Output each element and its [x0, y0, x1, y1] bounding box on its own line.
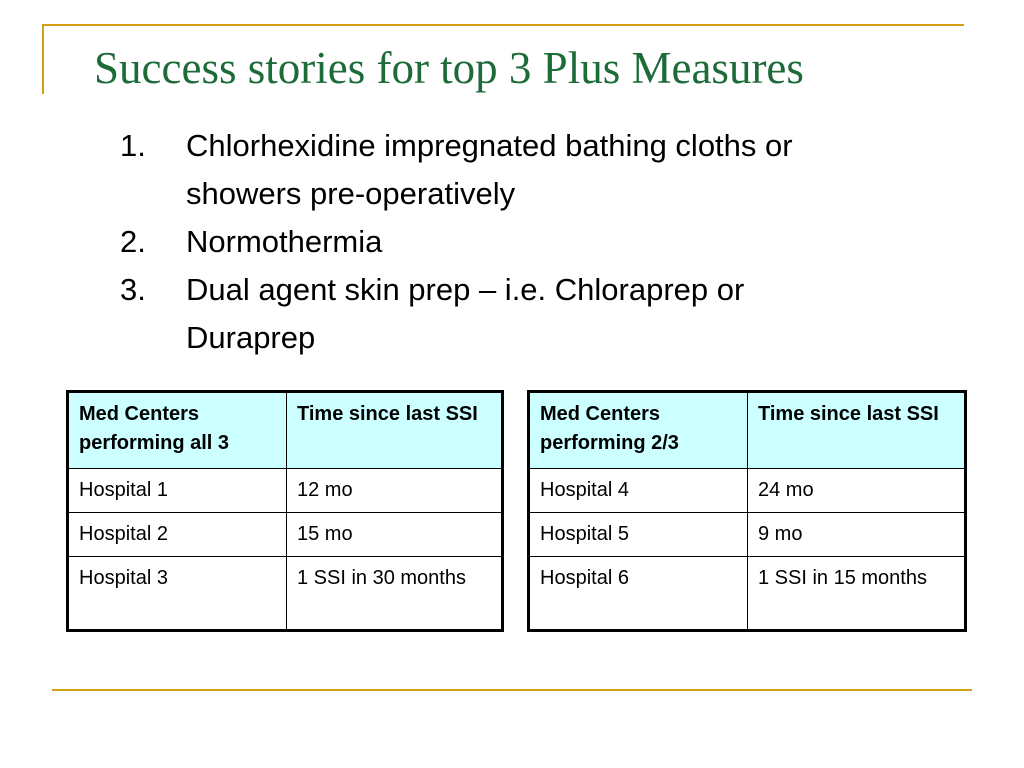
table-row — [529, 513, 966, 557]
measure-item — [120, 266, 880, 362]
table-header-cell: Med Centers performing all 3 — [68, 392, 287, 469]
table-row — [529, 469, 966, 513]
top-vertical-rule — [42, 26, 44, 94]
measure-number: 3. — [120, 272, 146, 307]
table-header-cell: Time since last SSI — [287, 392, 503, 469]
table-row — [68, 513, 503, 557]
table-cell: Hospital 5 — [529, 513, 748, 557]
table-cell: Hospital 3 — [68, 557, 287, 631]
table-cell: Hospital 2 — [68, 513, 287, 557]
table-cell: 1 SSI in 30 months — [287, 557, 503, 631]
table-header-row — [529, 392, 966, 469]
table-cell: 24 mo — [748, 469, 966, 513]
table-cell: Hospital 6 — [529, 557, 748, 631]
table-all-three-measures — [66, 390, 504, 632]
top-horizontal-rule — [42, 24, 964, 26]
table-header-cell: Med Centers performing 2/3 — [529, 392, 748, 469]
table-row — [68, 469, 503, 513]
table-row — [68, 557, 503, 631]
measure-item — [120, 218, 880, 266]
table-cell: 15 mo — [287, 513, 503, 557]
table-row — [529, 557, 966, 631]
measure-number: 2. — [120, 224, 146, 259]
table-header-row — [68, 392, 503, 469]
table-cell: 1 SSI in 15 months — [748, 557, 966, 631]
measure-number: 1. — [120, 128, 146, 163]
measures-list — [120, 122, 880, 362]
measure-text: Normothermia — [186, 224, 383, 259]
table-cell: Hospital 1 — [68, 469, 287, 513]
slide-title: Success stories for top 3 Plus Measures — [94, 43, 804, 93]
measure-text: Chlorhexidine impregnated bathing cloths or showers pre-operatively — [186, 128, 793, 211]
bottom-horizontal-rule — [52, 689, 972, 691]
table-cell: 12 mo — [287, 469, 503, 513]
table-header-cell: Time since last SSI — [748, 392, 966, 469]
table-cell: 9 mo — [748, 513, 966, 557]
measure-text: Dual agent skin prep – i.e. Chloraprep or Duraprep — [186, 272, 745, 355]
table-cell: Hospital 4 — [529, 469, 748, 513]
measure-item — [120, 122, 880, 218]
table-two-of-three-measures — [527, 390, 967, 632]
